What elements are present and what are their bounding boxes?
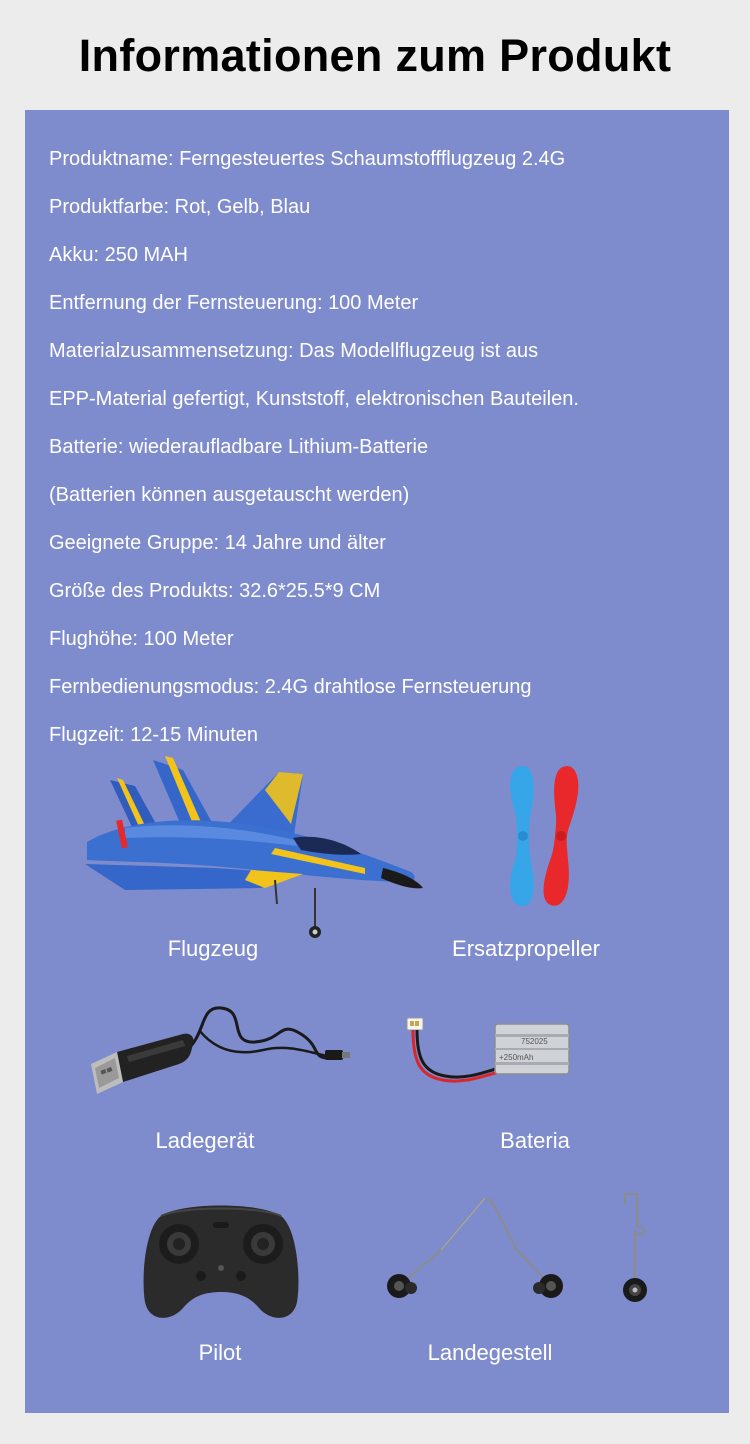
airplane-icon <box>65 750 425 940</box>
page-title: Informationen zum Produkt <box>78 30 672 81</box>
spec-age-group: Geeignete Gruppe: 14 Jahre und älter <box>49 532 386 554</box>
spec-battery-type: Batterie: wiederaufladbare Lithium-Batterie <box>49 436 429 458</box>
spec-product-size: Größe des Produkts: 32.6*25.5*9 CM <box>49 580 381 602</box>
propeller-icon <box>503 762 583 910</box>
item-label-airplane: Flugzeug <box>167 936 259 961</box>
battery-capacity-label: +250mAh <box>499 1053 534 1062</box>
spec-battery-capacity: Akku: 250 MAH <box>49 244 188 266</box>
battery-icon <box>403 1010 573 1100</box>
spec-remote-mode: Fernbedienungsmodus: 2.4G drahtlose Fernsteuerung <box>49 676 532 698</box>
spec-material-line2: EPP-Material gefertigt, Kunststoff, elektronischen Bauteilen. <box>49 388 579 410</box>
landing-gear-icon <box>381 1190 671 1310</box>
item-label-landing-gear: Landegestell <box>427 1340 553 1365</box>
spec-product-name: Produktname: Ferngesteuertes Schaumstoffflugzeug 2.4G <box>49 148 566 170</box>
item-label-propeller: Ersatzpropeller <box>452 936 600 961</box>
spec-flight-height: Flughöhe: 100 Meter <box>49 628 234 650</box>
spec-flight-time: Flugzeit: 12-15 Minuten <box>49 724 259 746</box>
product-info-panel <box>25 110 729 1413</box>
spec-remote-range: Entfernung der Fernsteuerung: 100 Meter <box>49 292 419 314</box>
usb-charger-icon <box>87 1000 357 1110</box>
spec-product-color: Produktfarbe: Rot, Gelb, Blau <box>49 196 311 218</box>
remote-control-icon <box>141 1198 301 1324</box>
item-label-battery: Bateria <box>500 1128 570 1153</box>
spec-material-line1: Materialzusammensetzung: Das Modellflugzeug ist aus <box>49 340 539 362</box>
item-label-remote: Pilot <box>198 1340 242 1365</box>
spec-battery-note: (Batterien können ausgetauscht werden) <box>49 484 410 506</box>
item-label-charger: Ladegerät <box>155 1128 255 1153</box>
battery-model-label: 752025 <box>521 1037 548 1046</box>
